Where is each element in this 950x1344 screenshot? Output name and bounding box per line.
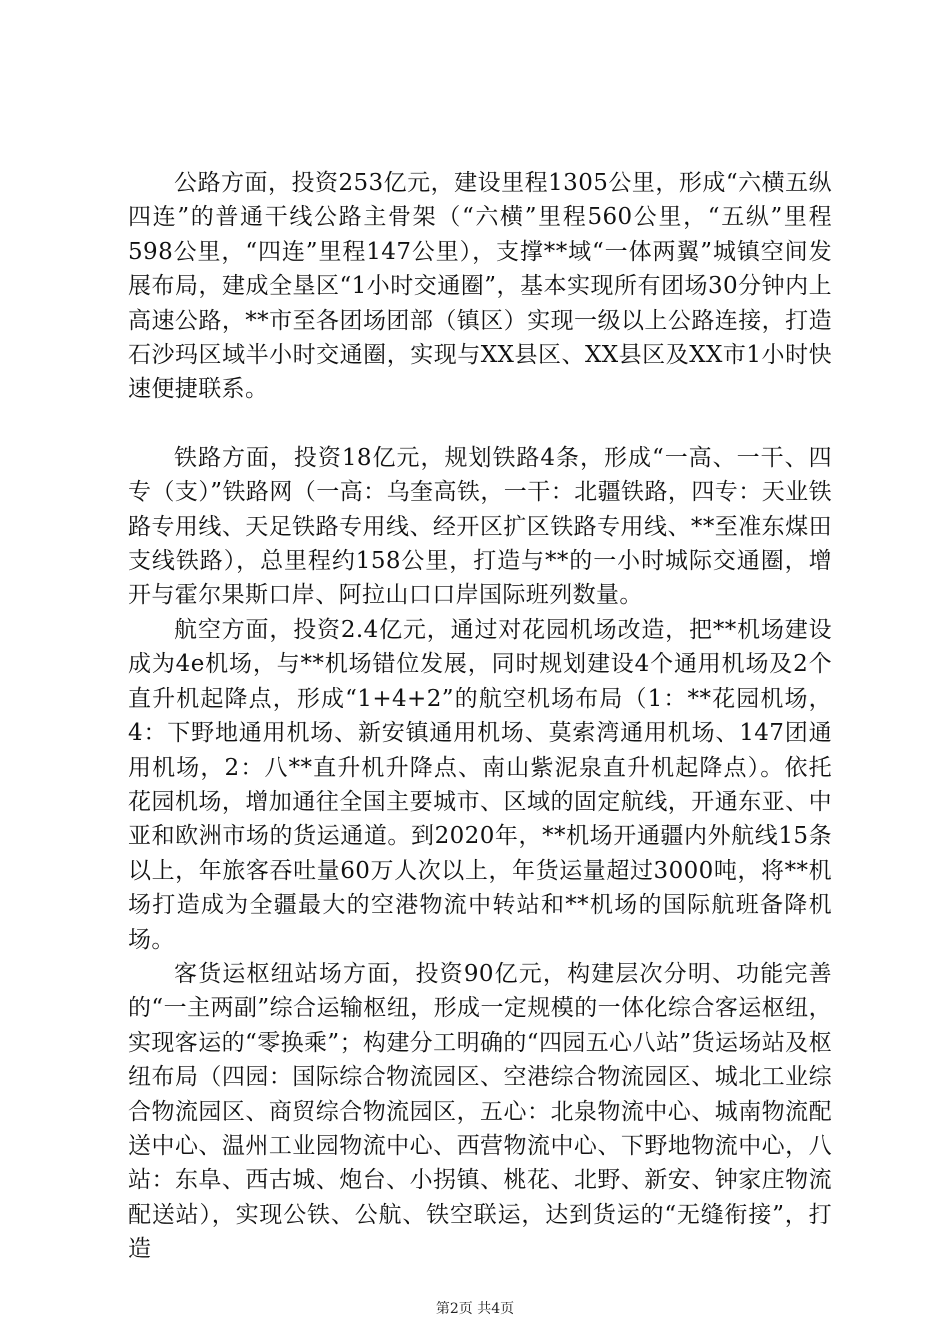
paragraph-highway: 公路方面，投资253亿元，建设里程1305公里，形成“六横五纵四连”的普通干线公路主骨架（“六横”里程560公里，“五纵”里程598公里，“四连”里程147公里），支撑**域“一体两翼”城镇空间发展布局，建成全垦区“1小时交通圈”，基本实现所有团场30分钟内上高速公路，**市至各团场团部（镇区）实现一级以上公路连接，打造石沙玛区域半小时交通圈，实现与XX县区、XX县区及XX市1小时快速便捷联系。 <box>128 170 832 403</box>
body-text <box>128 166 832 1267</box>
page-footer: 第2页 共4页 <box>435 1301 515 1317</box>
paragraph-aviation: 航空方面，投资2.4亿元，通过对花园机场改造，把**机场建设成为4e机场，与**机场错位发展，同时规划建设4个通用机场及2个直升机起降点，形成“1+4+2”的航空机场布局（1：**花园机场，4：下野地通用机场、新安镇通用机场、莫索湾通用机场、147团通用机场，2：八**直升机升降点、南山紫泥泉直升机起降点）。依托花园机场，增加通往全国主要城市、区域的固定航线，开通东亚、中亚和欧洲市场的货运通道。到2020年，**机场开通疆内外航线15条以上，年旅客吞吐量60万人次以上，年货运量超过3000吨，将**机场打造成为全疆最大的空港物流中转站和**机场的国际航班备降机场。 <box>128 616 832 953</box>
paragraph-hub-stations: 客货运枢纽站场方面，投资90亿元，构建层次分明、功能完善的“一主两副”综合运输枢纽，形成一定规模的一体化综合客运枢纽，实现客运的“零换乘”；构建分工明确的“四园五心八站”货运场站及枢纽布局（四园：国际综合物流园区、空港综合物流园区、城北工业综合物流园区、商贸综合物流园区，五心：北泉物流中心、城南物流配送中心、温州工业园物流中心、西营物流中心、下野地物流中心，八站：东阜、西古城、炮台、小拐镇、桃花、北野、新安、钟家庄物流配送站），实现公铁、公航、铁空联运，达到货运的“无缝衔接”，打造 <box>128 960 832 1263</box>
paragraph-railway: 铁路方面，投资18亿元，规划铁路4条，形成“一高、一干、四专（支）”铁路网（一高：乌奎高铁，一干：北疆铁路，四专：天业铁路专用线、天足铁路专用线、经开区扩区铁路专用线、**至准东煤田支线铁路），总里程约158公里，打造与**的一小时城际交通圈，增开与霍尔果斯口岸、阿拉山口口岸国际班列数量。 <box>128 444 832 609</box>
